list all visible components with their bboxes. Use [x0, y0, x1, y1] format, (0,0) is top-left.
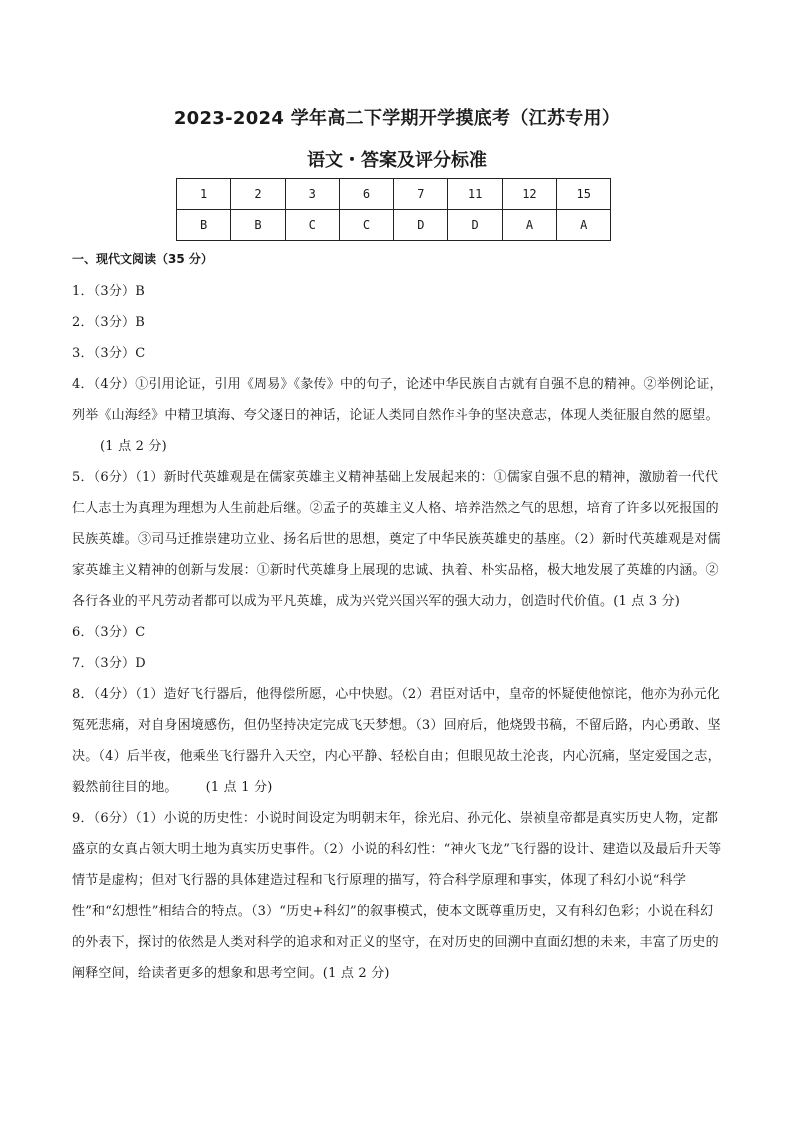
answer-cell: B [177, 210, 231, 241]
answer-text: 4．（4分）①引用论证，引用《周易》《彖传》中的句子，论述中华民族自古就有自强不息的精神。②举例论证，列举《山海经》中精卫填海、夸父逐日的神话，论证人类同自然作斗争的坚决意志，体现人类征服自然的愿望。 [72, 377, 723, 423]
question-number-cell: 1 [177, 179, 231, 210]
answer-table-number-row [177, 179, 611, 210]
answer-table [176, 178, 611, 241]
question-number-cell: 3 [285, 179, 339, 210]
answer-text: 8．（4分）（1）造好飞行器后，他得偿所愿，心中快慰。（2）君臣对话中，皇帝的怀疑使他惊诧，他亦为孙元化冤死悲痛，对自身困境感伤，但仍坚持决定完成飞天梦想。（3）回府后，他烧毁书稿，不留后路，内心勇敢、坚决。（4）后半夜，他乘坐飞行器升入天空，内心平静、轻松自由；但眼见故土沦丧，内心沉痛，坚定爱国之志，毅然前往目的地。 [72, 687, 721, 795]
question-number-cell: 15 [557, 179, 611, 210]
answer-cell: D [394, 210, 448, 241]
answer-text: 6．（3分）C [72, 625, 146, 640]
answer-text: 9．（6分）（1）小说的历史性：小说时间设定为明朝末年，徐光启、孙元化、崇祯皇帝都是真实历史人物，定都盛京的女真占领大明土地为真实历史事件。（2）小说的科幻性：“神火飞龙”飞行器的设计、建造以及最后升天等情节是虚构；但对飞行器的具体建造过程和飞行原理的描写，符合科学原理和事实，体现了科幻小说“科学性”和“幻想性”相结合的特点。（3）“历史+科幻”的叙事模式，使本文既尊重历史，又有科幻色彩；小说在科幻的外表下，探讨的依然是人类对科学的追求和对正义的坚守，在对历史的回溯中直面幻想的未来，丰富了历史的阐释空间，给读者更多的想象和思考空间。(1 点 2 分) [72, 811, 722, 981]
question-number-cell: 7 [394, 179, 448, 210]
question-number-cell: 11 [448, 179, 502, 210]
answer-text: 1．（3分）B [72, 284, 145, 299]
section-heading: 一、现代文阅读（35 分） [72, 252, 213, 266]
score-note: (1 点 2 分) [100, 439, 167, 454]
answer-item [72, 307, 724, 338]
answer-cell: C [285, 210, 339, 241]
answer-text: 7．（3分）D [72, 656, 146, 671]
answer-item [72, 648, 724, 679]
answer-text: 5．（6分）（1）新时代英雄观是在儒家英雄主义精神基础上发展起来的：①儒家自强不息的精神，激励着一代代仁人志士为真理为理想为人生前赴后继。②孟子的英雄主义人格、培养浩然之气的思想，培育了许多以死报国的民族英雄。③司马迁推崇建功立业、扬名后世的思想，奠定了中华民族英雄史的基座。（2）新时代英雄观是对儒家英雄主义精神的创新与发展：①新时代英雄身上展现的忠诚、执着、朴实品格，极大地发展了英雄的内涵。②各行各业的平凡劳动者都可以成为平凡英雄，成为兴党兴国兴军的强大动力，创造时代价值。(1 点 3 分) [72, 470, 721, 609]
answer-item [72, 617, 724, 648]
answer-cell: A [557, 210, 611, 241]
exam-title: 2023-2024 学年高二下学期开学摸底考（江苏专用） [173, 108, 621, 129]
answer-cell: C [339, 210, 393, 241]
answer-item [72, 679, 724, 803]
question-number-cell: 12 [502, 179, 556, 210]
score-note: (1 点 1 分) [205, 780, 273, 795]
answer-text: 2．（3分）B [72, 315, 145, 330]
answer-table-answer-row [177, 210, 611, 241]
answer-item [72, 276, 724, 307]
answer-item [72, 338, 724, 369]
answer-cell: D [448, 210, 502, 241]
answer-cell: A [502, 210, 556, 241]
answer-item [72, 462, 724, 617]
answer-text: 3．（3分）C [72, 346, 146, 361]
question-number-cell: 2 [231, 179, 285, 210]
answer-list [72, 276, 724, 989]
question-number-cell: 6 [339, 179, 393, 210]
exam-subtitle: 语文・答案及评分标准 [307, 150, 487, 171]
answer-item [72, 369, 724, 462]
answer-cell: B [231, 210, 285, 241]
answer-item [72, 803, 724, 989]
